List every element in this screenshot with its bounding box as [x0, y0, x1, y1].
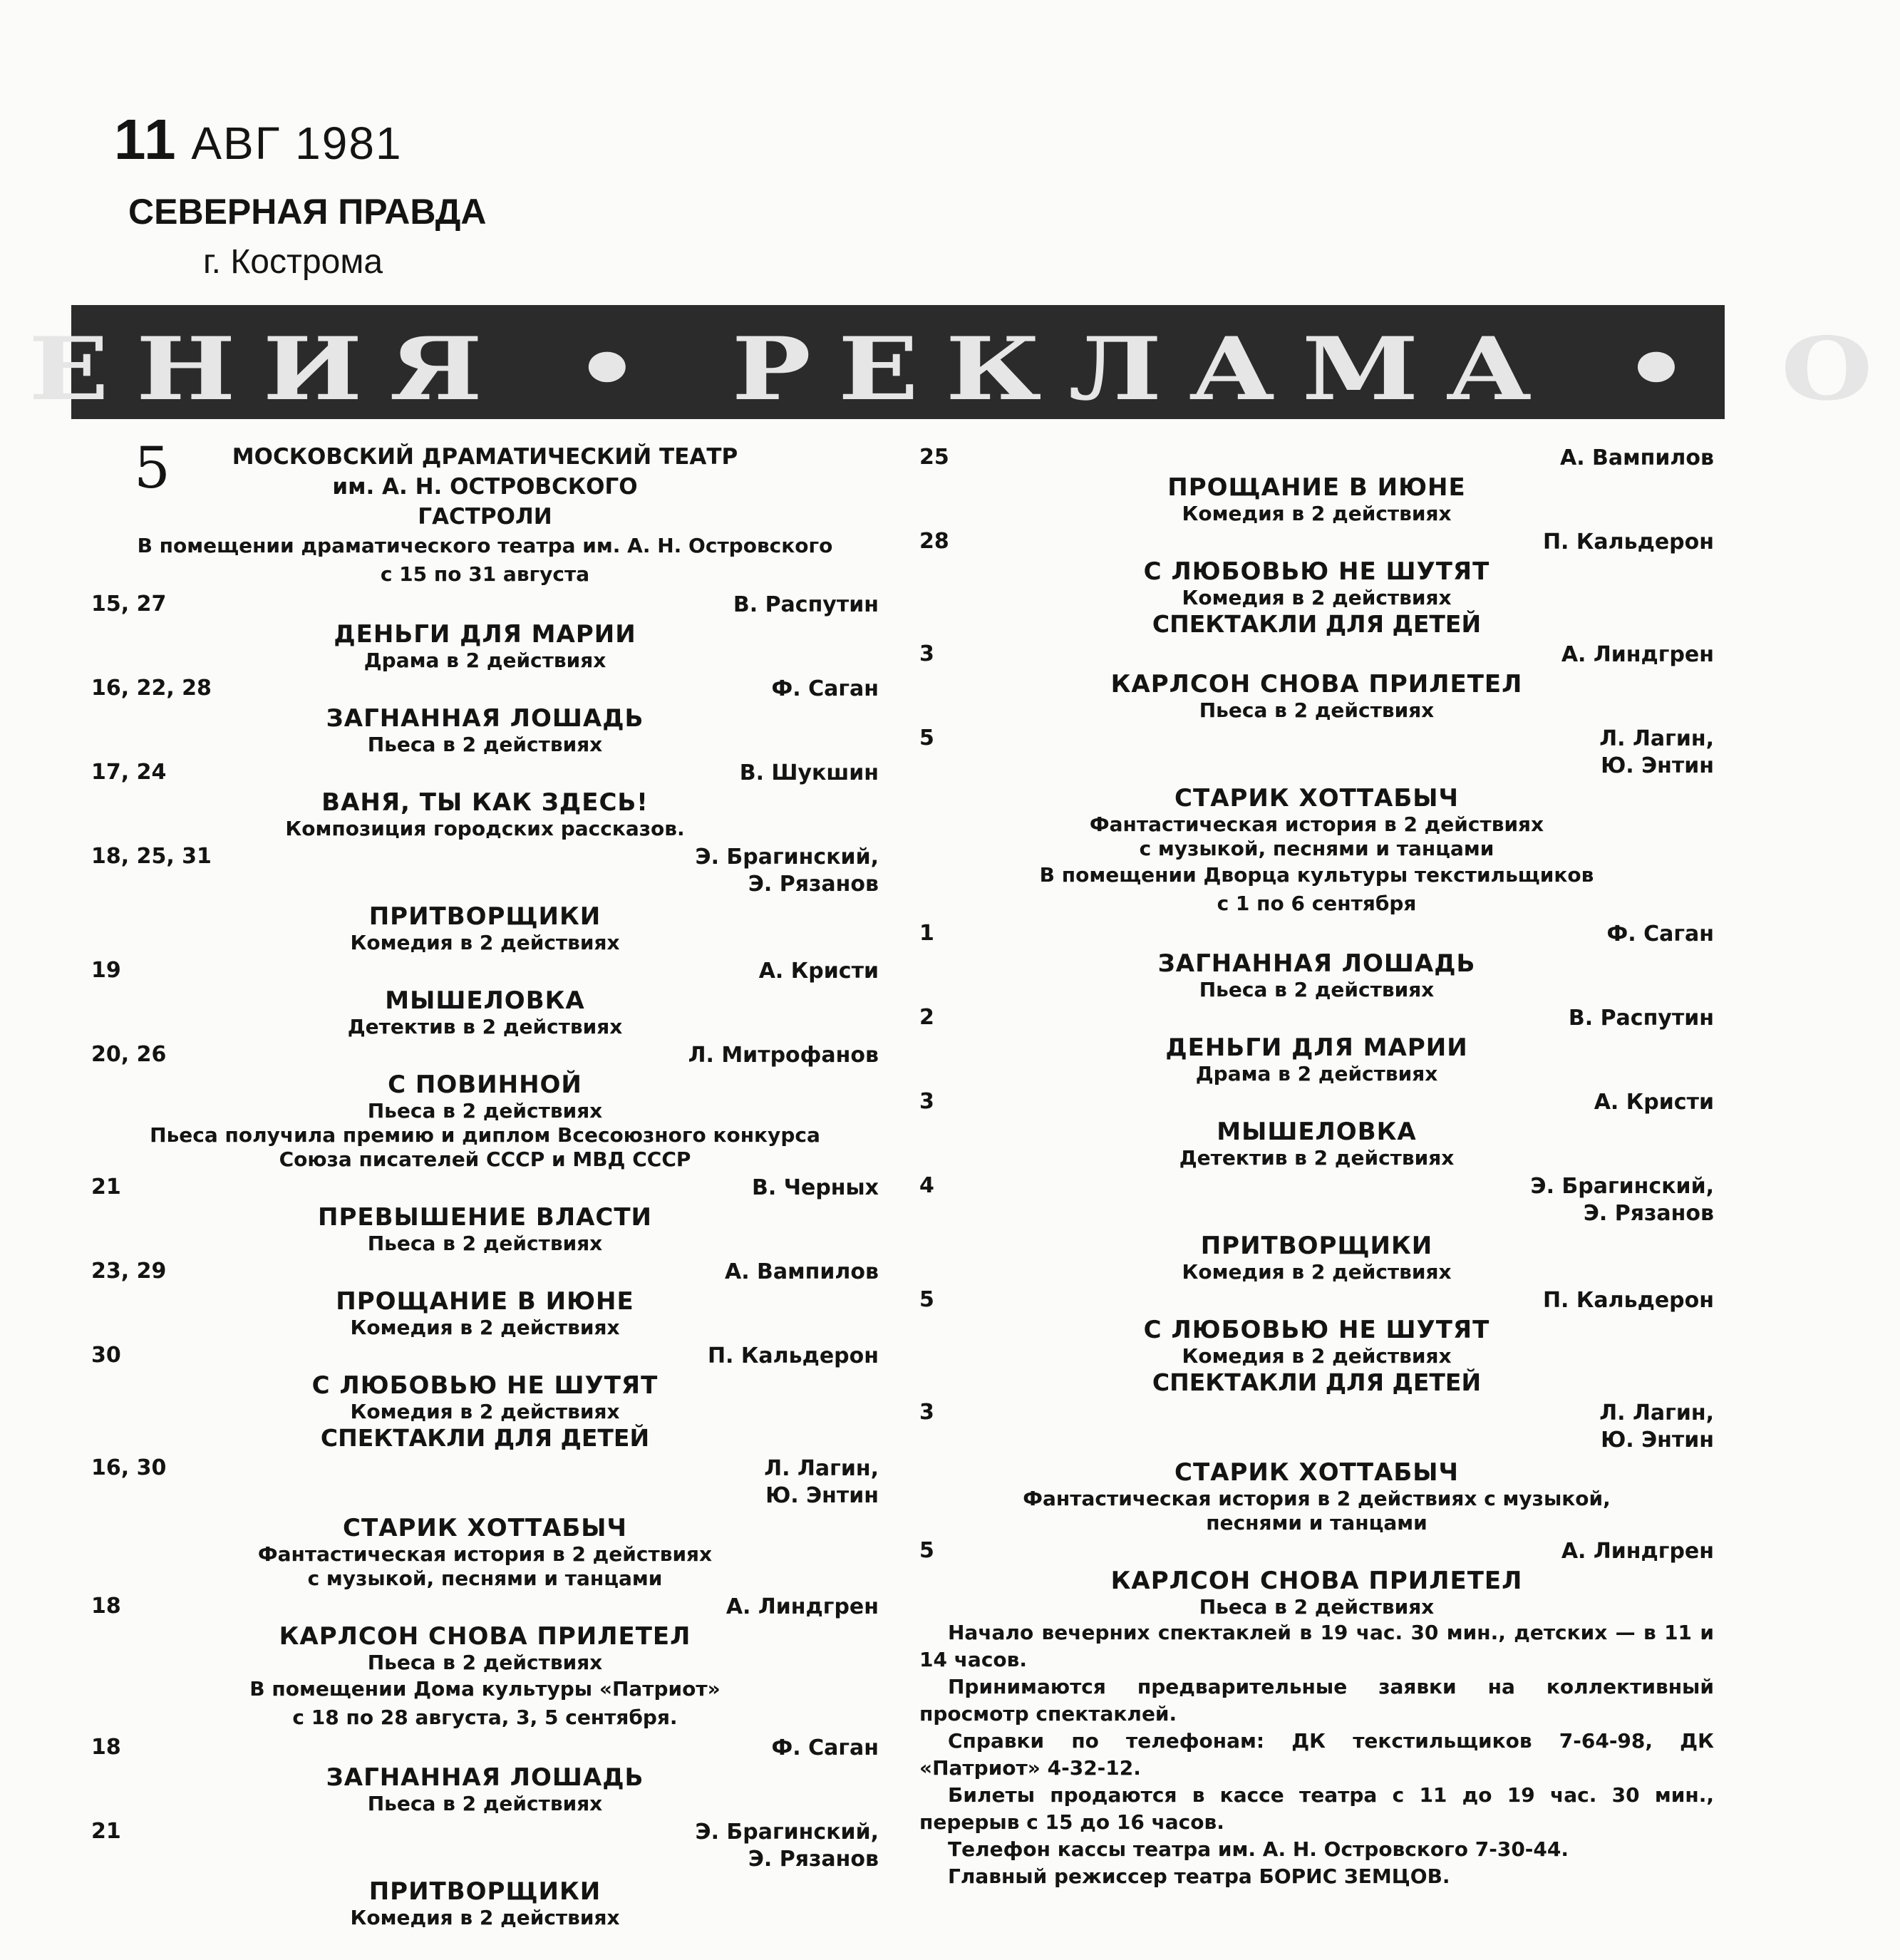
period-line-2: с 18 по 28 августа, 3, 5 сентября. — [292, 1706, 678, 1729]
play-title: ПРОЩАНИЕ В ИЮНЕ — [336, 1287, 634, 1316]
performance-dates: 15, 27 — [91, 592, 167, 617]
entry-meta — [91, 1256, 879, 1287]
right-items — [919, 442, 1714, 610]
performance-dates: 20, 26 — [91, 1042, 167, 1067]
play-genre: Комедия в 2 действиях — [1182, 502, 1452, 525]
author-name: Э. Брагинский, Э. Рязанов — [1530, 1174, 1714, 1226]
entry-meta — [919, 1284, 1714, 1316]
left-column — [91, 435, 879, 1930]
theater-named: им. А. Н. ОСТРОВСКОГО — [332, 474, 638, 500]
right-children — [919, 639, 1714, 861]
play-genre: Драма в 2 действиях — [363, 649, 606, 672]
play-title: ПРОЩАНИЕ В ИЮНЕ — [1167, 473, 1466, 502]
left-items — [91, 589, 879, 1424]
stamp-date — [114, 107, 403, 172]
performance-dates: 5 — [919, 1538, 934, 1563]
performance-dates: 16, 22, 28 — [91, 676, 212, 701]
tour-label: ГАСТРОЛИ — [418, 504, 552, 530]
play-genre: Пьеса в 2 действиях — [367, 1792, 603, 1815]
performance-dates: 21 — [91, 1819, 121, 1844]
play-title: ПРЕВЫШЕНИЕ ВЛАСТИ — [317, 1203, 652, 1232]
play-title: С ЛЮБОВЬЮ НЕ ШУТЯТ — [311, 1371, 659, 1400]
play-genre: Фантастическая история в 2 действиях с музыкой, песнями и танцами — [257, 1542, 713, 1590]
play-genre: Комедия в 2 действиях — [350, 931, 620, 954]
entry-meta — [919, 723, 1714, 805]
program-entry — [919, 723, 1714, 861]
play-title: КАРЛСОН СНОВА ПРИЛЕТЕЛ — [279, 1622, 691, 1651]
program-entry — [919, 1002, 1714, 1086]
author-name: А. Кристи — [758, 959, 879, 984]
play-title: СТАРИК ХОТТАБЫЧ — [1174, 1458, 1459, 1487]
author-name: А. Линдгрен — [726, 1594, 879, 1619]
play-title: ДЕНЬГИ ДЛЯ МАРИИ — [334, 620, 636, 649]
entry-meta — [919, 1535, 1714, 1567]
program-entry — [91, 589, 879, 673]
entry-meta — [919, 1397, 1714, 1480]
venue-line: В помещении Дворца культуры текстильщиков — [1039, 863, 1594, 887]
entry-meta — [91, 955, 879, 986]
margin-mark: 5 — [134, 435, 170, 501]
entry-meta — [919, 1170, 1714, 1253]
info-paragraph: Билеты продаются в кассе театра с 11 до 19 час. 30 мин., перерыв с 15 до 16 часов. — [919, 1783, 1714, 1834]
entry-meta — [91, 1340, 879, 1371]
author-name: Ф. Саган — [771, 1735, 879, 1760]
program-entry — [919, 526, 1714, 610]
play-genre: Комедия в 2 действиях — [350, 1316, 620, 1339]
theater-name: МОСКОВСКИЙ ДРАМАТИЧЕСКИЙ ТЕАТР — [232, 444, 738, 470]
play-title: ЗАГНАННАЯ ЛОШАДЬ — [1157, 949, 1476, 978]
entry-meta — [91, 1591, 879, 1622]
program-entry — [91, 1816, 879, 1930]
play-genre: Пьеса в 2 действиях — [367, 1099, 603, 1123]
play-title: МЫШЕЛОВКА — [385, 986, 585, 1015]
play-genre: Комедия в 2 действиях — [1182, 586, 1452, 609]
date-stamp — [100, 107, 499, 292]
performance-dates: 16, 30 — [91, 1455, 167, 1480]
program-entry — [919, 1397, 1714, 1535]
right-column — [919, 442, 1714, 1890]
program-entry — [91, 673, 879, 757]
play-genre: Комедия в 2 действиях — [350, 1400, 620, 1423]
performance-dates: 23, 29 — [91, 1259, 167, 1284]
author-name: В. Распутин — [1568, 1006, 1714, 1031]
program-entry — [919, 639, 1714, 723]
performance-dates: 4 — [919, 1173, 934, 1198]
play-title: ЗАГНАННАЯ ЛОШАДЬ — [326, 704, 644, 733]
program-entry — [919, 918, 1714, 1002]
info-paragraph: Телефон кассы театра им. А. Н. Островского 7-30-44. — [948, 1837, 1569, 1861]
left-header — [91, 435, 879, 589]
author-name: П. Кальдерон — [1542, 1288, 1714, 1313]
performance-dates: 21 — [91, 1175, 121, 1200]
play-title: С ПОВИННОЙ — [388, 1071, 582, 1099]
entry-meta — [919, 1086, 1714, 1118]
program-entry — [91, 1172, 879, 1256]
entry-meta — [919, 918, 1714, 949]
award-note: Пьеса получила премию и диплом Всесоюзного конкурса Союза писателей СССР и МВД СССР — [150, 1123, 820, 1171]
period-line: с 1 по 6 сентября — [1217, 892, 1417, 915]
play-genre: Детектив в 2 действиях — [347, 1015, 623, 1038]
performance-dates: 25 — [919, 445, 949, 470]
children-heading-2: СПЕКТАКЛИ ДЛЯ ДЕТЕЙ — [1152, 1368, 1482, 1396]
entry-meta — [91, 589, 879, 620]
performance-dates: 5 — [919, 1287, 934, 1312]
program-entry — [919, 1086, 1714, 1170]
stamp-city: г. Кострома — [203, 243, 383, 281]
author-name: Л. Лагин, Ю. Энтин — [1599, 1401, 1714, 1453]
program-entry — [91, 1453, 879, 1591]
program-entry — [91, 1591, 879, 1675]
entry-meta — [91, 757, 879, 788]
play-genre: Комедия в 2 действиях — [1182, 1344, 1452, 1368]
play-title: ДЕНЬГИ ДЛЯ МАРИИ — [1165, 1033, 1468, 1062]
entry-meta — [919, 1002, 1714, 1033]
play-title: С ЛЮБОВЬЮ НЕ ШУТЯТ — [1143, 557, 1490, 586]
venue-line: В помещении драматического театра им. А. Н. Островского — [137, 534, 833, 557]
performance-dates: 18 — [91, 1735, 121, 1760]
right-items-2 — [919, 918, 1714, 1368]
info-paragraph: Принимаются предварительные заявки на коллективный просмотр спектаклей. — [919, 1675, 1714, 1726]
play-genre: Комедия в 2 действиях — [1182, 1260, 1452, 1284]
performance-dates: 3 — [919, 1089, 934, 1114]
author-name: А. Линдгрен — [1561, 1539, 1714, 1564]
play-title: ВАНЯ, ТЫ КАК ЗДЕСЬ! — [321, 788, 649, 817]
entry-meta — [919, 442, 1714, 473]
children-heading: СПЕКТАКЛИ ДЛЯ ДЕТЕЙ — [320, 1424, 650, 1452]
entry-meta — [91, 1039, 879, 1071]
play-title: ПРИТВОРЩИКИ — [1200, 1232, 1433, 1260]
section-banner — [29, 305, 1900, 420]
play-genre: Пьеса в 2 действиях — [367, 733, 603, 756]
play-title: ПРИТВОРЩИКИ — [368, 902, 602, 931]
performance-dates: 1 — [919, 921, 934, 946]
entry-meta — [91, 1732, 879, 1763]
info-paragraph: Справки по телефонам: ДК текстильщиков 7-64-98, ДК «Патриот» 4-32-12. — [919, 1729, 1714, 1780]
author-name: Ф. Саган — [771, 676, 879, 701]
entry-meta — [919, 639, 1714, 670]
entry-meta — [91, 841, 879, 924]
program-entry — [919, 1284, 1714, 1368]
play-title: КАРЛСОН СНОВА ПРИЛЕТЕЛ — [1110, 670, 1523, 698]
children-heading: СПЕКТАКЛИ ДЛЯ ДЕТЕЙ — [1152, 610, 1482, 638]
performance-dates: 18, 25, 31 — [91, 844, 212, 869]
author-name: В. Черных — [752, 1175, 879, 1200]
play-genre: Композиция городских рассказов. — [285, 817, 685, 840]
author-name: Э. Брагинский, Э. Рязанов — [695, 1820, 879, 1872]
performance-dates: 3 — [919, 641, 934, 666]
play-title: ПРИТВОРЩИКИ — [368, 1877, 602, 1906]
venue-line-2: В помещении Дома культуры «Патриот» — [249, 1677, 721, 1701]
program-entry — [919, 442, 1714, 526]
entry-meta — [91, 1816, 879, 1899]
play-title: ЗАГНАННАЯ ЛОШАДЬ — [326, 1763, 644, 1792]
performance-dates: 2 — [919, 1005, 934, 1030]
author-name: Л. Лагин, Ю. Энтин — [1599, 726, 1714, 778]
info-paragraph: Начало вечерних спектаклей в 19 час. 30 мин., детских — в 11 и 14 часов. — [919, 1621, 1714, 1671]
left-children — [91, 1453, 879, 1675]
author-name: П. Кальдерон — [1542, 530, 1714, 555]
info-block — [919, 1619, 1714, 1890]
author-name: Л. Лагин, Ю. Энтин — [764, 1456, 879, 1508]
stamp-month-year: АВГ 1981 — [191, 118, 403, 169]
author-name: Ф. Саган — [1606, 922, 1714, 947]
play-genre: Пьеса в 2 действиях — [1199, 698, 1435, 722]
performance-dates: 17, 24 — [91, 760, 167, 785]
banner-text: ЕНИЯ • РЕКЛАМА • О — [29, 318, 1900, 420]
author-name: Э. Брагинский, Э. Рязанов — [695, 845, 879, 897]
performance-dates: 18 — [91, 1594, 121, 1619]
performance-dates: 5 — [919, 726, 934, 751]
program-entry — [919, 1535, 1714, 1619]
entry-meta — [91, 1453, 879, 1535]
left-items-2 — [91, 1732, 879, 1930]
play-genre: Пьеса в 2 действиях — [367, 1651, 603, 1674]
program-entry — [91, 955, 879, 1039]
stamp-day: 11 — [114, 108, 177, 171]
entry-meta — [91, 1172, 879, 1203]
entry-meta — [91, 673, 879, 704]
author-name: Л. Митрофанов — [688, 1043, 879, 1068]
program-entry — [91, 1732, 879, 1816]
play-title: МЫШЕЛОВКА — [1217, 1118, 1417, 1146]
performance-dates: 3 — [919, 1400, 934, 1425]
play-title: С ЛЮБОВЬЮ НЕ ШУТЯТ — [1143, 1316, 1490, 1344]
author-name: В. Распутин — [733, 592, 879, 617]
program-entry — [919, 1170, 1714, 1284]
period-line: с 15 по 31 августа — [380, 562, 590, 586]
play-genre: Комедия в 2 действиях — [350, 1906, 620, 1929]
program-entry — [91, 1039, 879, 1172]
author-name: А. Вампилов — [1559, 445, 1714, 470]
program-entry — [91, 757, 879, 841]
play-genre: Детектив в 2 действиях — [1179, 1146, 1455, 1170]
performance-dates: 30 — [91, 1343, 121, 1368]
author-name: А. Вампилов — [724, 1259, 879, 1284]
performance-dates: 28 — [919, 529, 949, 554]
stamp-newspaper: СЕВЕРНАЯ ПРАВДА — [128, 192, 487, 232]
play-genre: Фантастическая история в 2 действиях с музыкой, песнями и танцами — [1089, 813, 1544, 860]
entry-meta — [919, 526, 1714, 557]
play-genre: Драма в 2 действиях — [1195, 1062, 1438, 1085]
author-name: П. Кальдерон — [707, 1343, 879, 1368]
program-entry — [91, 841, 879, 955]
play-genre: Фантастическая история в 2 действиях с музыкой, песнями и танцами — [1023, 1487, 1611, 1535]
play-genre: Пьеса в 2 действиях — [1199, 978, 1435, 1001]
play-title: СТАРИК ХОТТАБЫЧ — [1174, 784, 1459, 813]
program-entry — [91, 1256, 879, 1340]
play-title: СТАРИК ХОТТАБЫЧ — [343, 1514, 627, 1542]
performance-dates: 19 — [91, 958, 121, 983]
program-entry — [91, 1340, 879, 1424]
play-genre: Пьеса в 2 действиях — [367, 1232, 603, 1255]
author-name: А. Линдгрен — [1561, 642, 1714, 667]
play-genre: Пьеса в 2 действиях — [1199, 1595, 1435, 1619]
play-title: КАРЛСОН СНОВА ПРИЛЕТЕЛ — [1110, 1567, 1523, 1595]
author-name: В. Шукшин — [739, 760, 879, 785]
info-paragraph: Главный режиссер театра БОРИС ЗЕМЦОВ. — [948, 1864, 1450, 1888]
author-name: А. Кристи — [1594, 1090, 1714, 1115]
right-children-2 — [919, 1397, 1714, 1619]
